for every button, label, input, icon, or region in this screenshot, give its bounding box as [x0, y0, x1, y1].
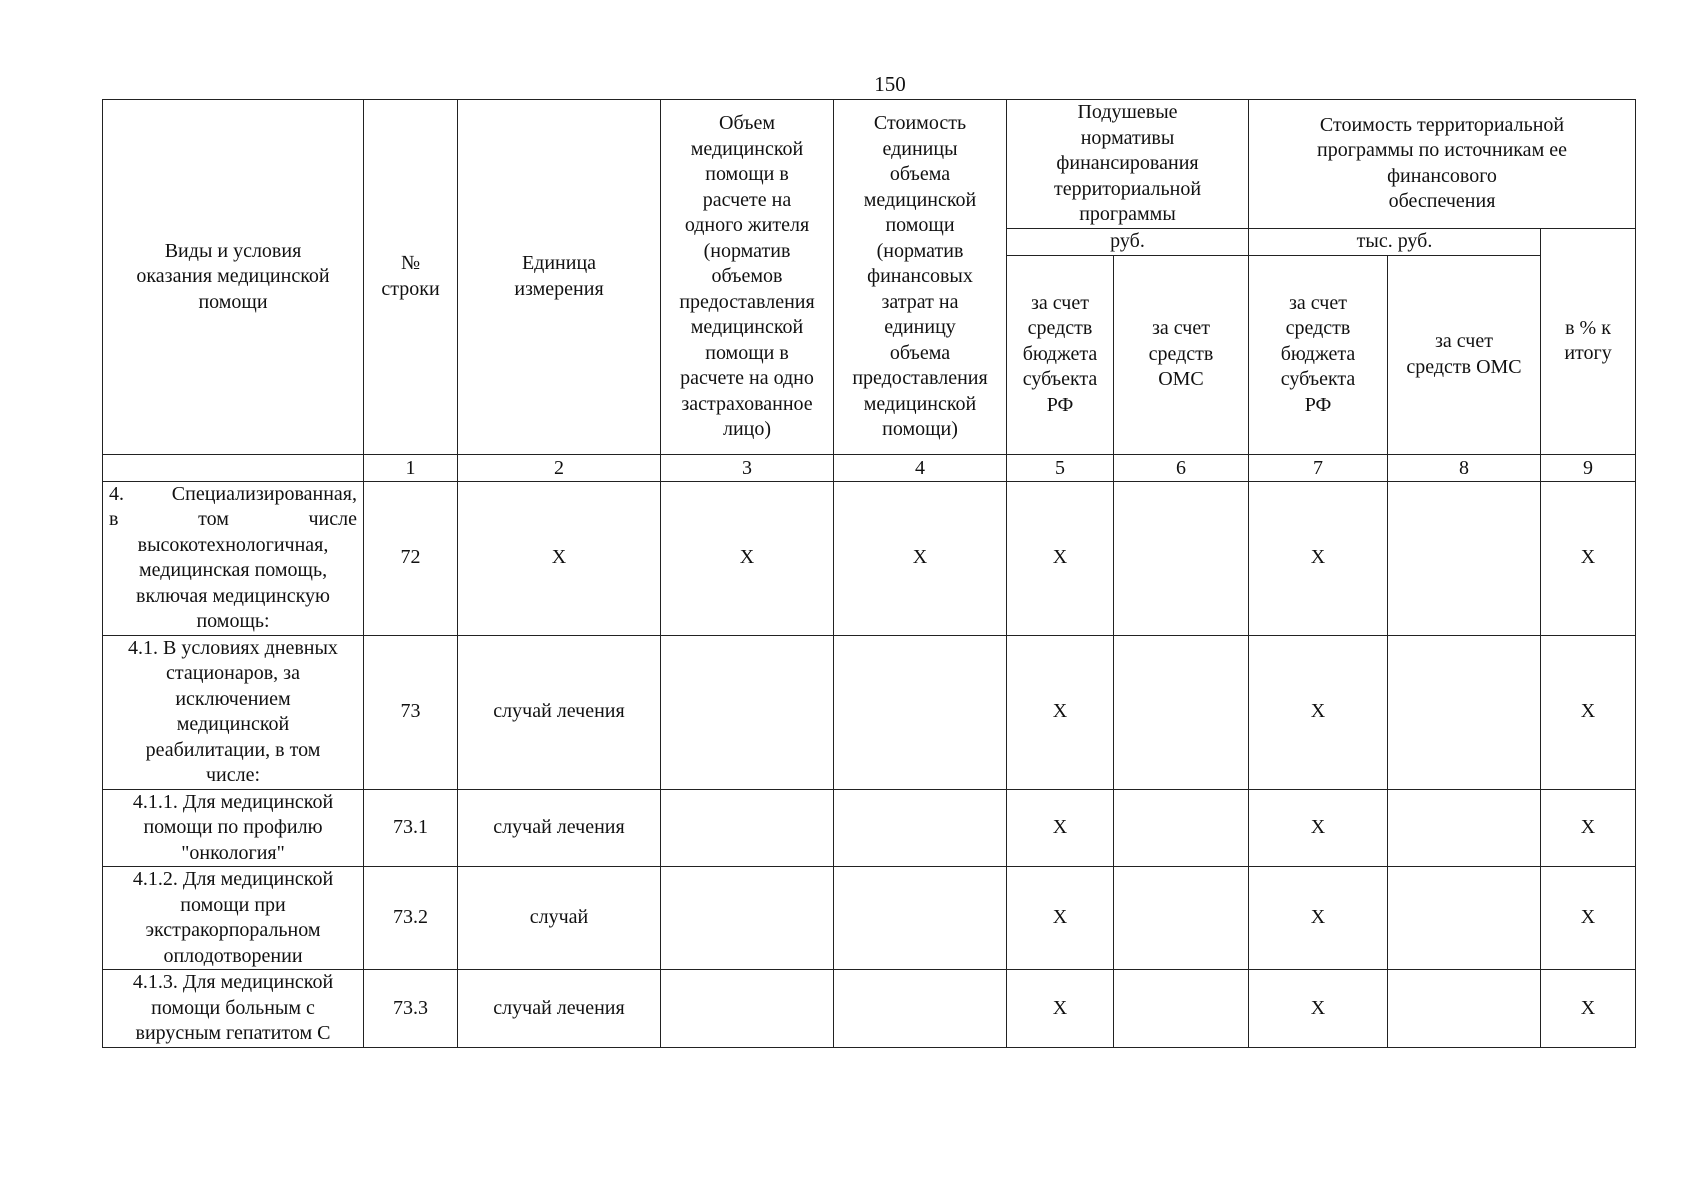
row-c5: X [1007, 635, 1114, 789]
row-kind: 4.1.1. Для медицинской помощи по профилю "онкология" [103, 789, 364, 867]
row-no: 73.3 [364, 970, 458, 1048]
table-row [103, 635, 1636, 789]
row-c9: X [1541, 481, 1636, 635]
row-c9: X [1541, 970, 1636, 1048]
row-c3 [661, 635, 834, 789]
column-number: 4 [834, 454, 1007, 481]
row-c4 [834, 635, 1007, 789]
row-kind: 4. Специализированная, в том числе высокотехнологичная, медицинская помощь, включая медицинскую помощь: [103, 481, 364, 635]
column-numbers-row [103, 454, 1636, 481]
header-budget-5: за счет средств бюджета субъекта РФ [1007, 255, 1114, 454]
row-c9: X [1541, 635, 1636, 789]
header-kind: Виды и условия оказания медицинской помощи [103, 100, 364, 455]
header-program-cost: Стоимость территориальной программы по источникам ее финансового обеспечения [1249, 100, 1636, 229]
row-c8 [1388, 867, 1541, 970]
row-c5: X [1007, 867, 1114, 970]
row-c5: X [1007, 789, 1114, 867]
row-no: 73.2 [364, 867, 458, 970]
row-unit: случай [458, 867, 661, 970]
row-c7: X [1249, 867, 1388, 970]
table-row [103, 970, 1636, 1048]
row-unit: случай лечения [458, 635, 661, 789]
column-number: 1 [364, 454, 458, 481]
financing-table [102, 99, 1636, 1048]
row-no: 73.1 [364, 789, 458, 867]
row-c4 [834, 789, 1007, 867]
row-c6 [1114, 481, 1249, 635]
table-row [103, 789, 1636, 867]
row-c9: X [1541, 789, 1636, 867]
row-kind: 4.1.3. Для медицинской помощи больным с вирусным гепатитом С [103, 970, 364, 1048]
row-c8 [1388, 970, 1541, 1048]
row-kind: 4.1.2. Для медицинской помощи при экстракорпоральном оплодотворении [103, 867, 364, 970]
column-number: 9 [1541, 454, 1636, 481]
row-c6 [1114, 867, 1249, 970]
row-unit: случай лечения [458, 970, 661, 1048]
header-row-no: № строки [364, 100, 458, 455]
column-number: 6 [1114, 454, 1249, 481]
row-c3 [661, 867, 834, 970]
row-c5: X [1007, 970, 1114, 1048]
column-number: 8 [1388, 454, 1541, 481]
header-cost: Стоимость единицы объема медицинской помощи (норматив финансовых затрат на единицу объема предоставления медицинской помощи) [834, 100, 1007, 455]
row-c3 [661, 970, 834, 1048]
row-c8 [1388, 789, 1541, 867]
row-c4 [834, 970, 1007, 1048]
table-row [103, 867, 1636, 970]
header-budget-7: за счет средств бюджета субъекта РФ [1249, 255, 1388, 454]
header-volume: Объем медицинской помощи в расчете на одного жителя (норматив объемов предоставления медицинской помощи в расчете на одно застрахованное лицо) [661, 100, 834, 455]
row-kind: 4.1. В условиях дневных стационаров, за исключением медицинской реабилитации, в том числе: [103, 635, 364, 789]
page-number: 150 [874, 72, 906, 96]
header-per-capita: Подушевые нормативы финансирования территориальной программы [1007, 100, 1249, 229]
row-no: 73 [364, 635, 458, 789]
row-c6 [1114, 789, 1249, 867]
column-number: 2 [458, 454, 661, 481]
header-thous-rub: тыс. руб. [1249, 228, 1541, 255]
row-c7: X [1249, 789, 1388, 867]
row-c3: X [661, 481, 834, 635]
column-number: 5 [1007, 454, 1114, 481]
row-c8 [1388, 481, 1541, 635]
row-c7: X [1249, 481, 1388, 635]
column-number [103, 454, 364, 481]
row-c3 [661, 789, 834, 867]
header-percent: в % к итогу [1541, 228, 1636, 454]
row-unit: X [458, 481, 661, 635]
row-c7: X [1249, 970, 1388, 1048]
row-c4: X [834, 481, 1007, 635]
row-c9: X [1541, 867, 1636, 970]
row-c7: X [1249, 635, 1388, 789]
column-number: 7 [1249, 454, 1388, 481]
row-c6 [1114, 970, 1249, 1048]
row-no: 72 [364, 481, 458, 635]
header-rub: руб. [1007, 228, 1249, 255]
row-c6 [1114, 635, 1249, 789]
row-unit: случай лечения [458, 789, 661, 867]
header-oms-8: за счет средств ОМС [1388, 255, 1541, 454]
row-c8 [1388, 635, 1541, 789]
row-c5: X [1007, 481, 1114, 635]
column-number: 3 [661, 454, 834, 481]
table-row [103, 481, 1636, 635]
header-unit: Единица измерения [458, 100, 661, 455]
row-c4 [834, 867, 1007, 970]
header-oms-6: за счет средств ОМС [1114, 255, 1249, 454]
